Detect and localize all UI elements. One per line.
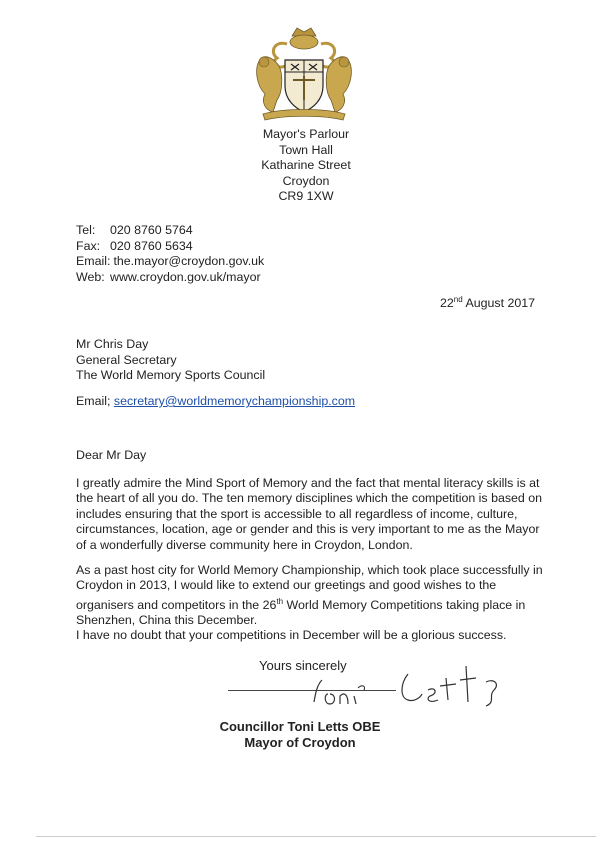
closing: Yours sincerely [259,658,347,673]
web-value: www.croydon.gov.uk/mayor [110,269,261,284]
fax-label: Fax: [76,238,101,253]
address-line: Katharine Street [261,158,351,173]
tel-row [76,223,264,239]
recipient-name: Mr Chris Day [76,337,149,351]
recipient-block [76,337,265,384]
signer-role: Mayor of Croydon [244,735,356,750]
paragraph-2-text-a: As a past host city for World Memory Championship, which took place successfully in Croydon in 2013, I would like to extend our greetings and good wishes to the organisers and competitors in the 26 [76,563,543,612]
address-line: Town Hall [279,142,333,157]
signature-icon [300,660,520,712]
coat-of-arms-logo [247,22,361,124]
address-line: CR9 1XW [278,189,334,204]
body-paragraph-3: I have no doubt that your competitions in December will be a glorious success. [76,628,507,642]
web-label: Web: [76,269,105,284]
recipient-email-label: Email; [76,394,114,408]
recipient-email-link[interactable]: secretary@worldmemorychampionship.com [113,394,356,408]
handwritten-signature [300,660,520,712]
email-value: the.mayor@croydon.gov.uk [113,254,265,269]
date-day: 22 [440,296,454,310]
contact-details [76,223,264,285]
date-suffix: nd [453,295,463,304]
email-label: Email: [76,254,111,269]
salutation: Dear Mr Day [76,448,147,462]
body-paragraph-2 [76,563,546,629]
ordinal-suffix: th [276,596,284,606]
address-line: Croydon [282,173,330,188]
tel-label: Tel: [76,223,96,237]
page-divider [36,836,596,837]
body-paragraph-1: I greatly admire the Mind Sport of Memory and the fact that mental literacy skills is at the heart of all you do. The ten memory disciplines which the competition is based on includes ensuring that the sport is accessible to all regardless of income, culture, circumstances, location, age or gender and this is very important to me as the Mayor of a wonderfully diverse community here in Croydon, London. [76,476,543,552]
fax-row [76,239,264,255]
recipient-org: The World Memory Sports Council [76,368,266,383]
tel-value: 020 8760 5764 [110,223,193,237]
recipient-title: General Secretary [76,352,177,367]
date-rest: August 2017 [462,296,536,310]
address-line: Mayor's Parlour [262,127,350,141]
signer-name: Councillor Toni Letts OBE [219,719,381,734]
email-row [76,254,264,270]
letter-date [440,295,535,310]
recipient-email-line [76,394,355,408]
signer-block [210,719,390,751]
crest-icon [247,22,361,124]
web-row [76,270,264,286]
fax-value: 020 8760 5634 [110,238,193,253]
sender-address [240,127,372,205]
paragraph-2-text-b: World Memory Competitions taking place in Shenzhen, China this December. [76,597,526,628]
